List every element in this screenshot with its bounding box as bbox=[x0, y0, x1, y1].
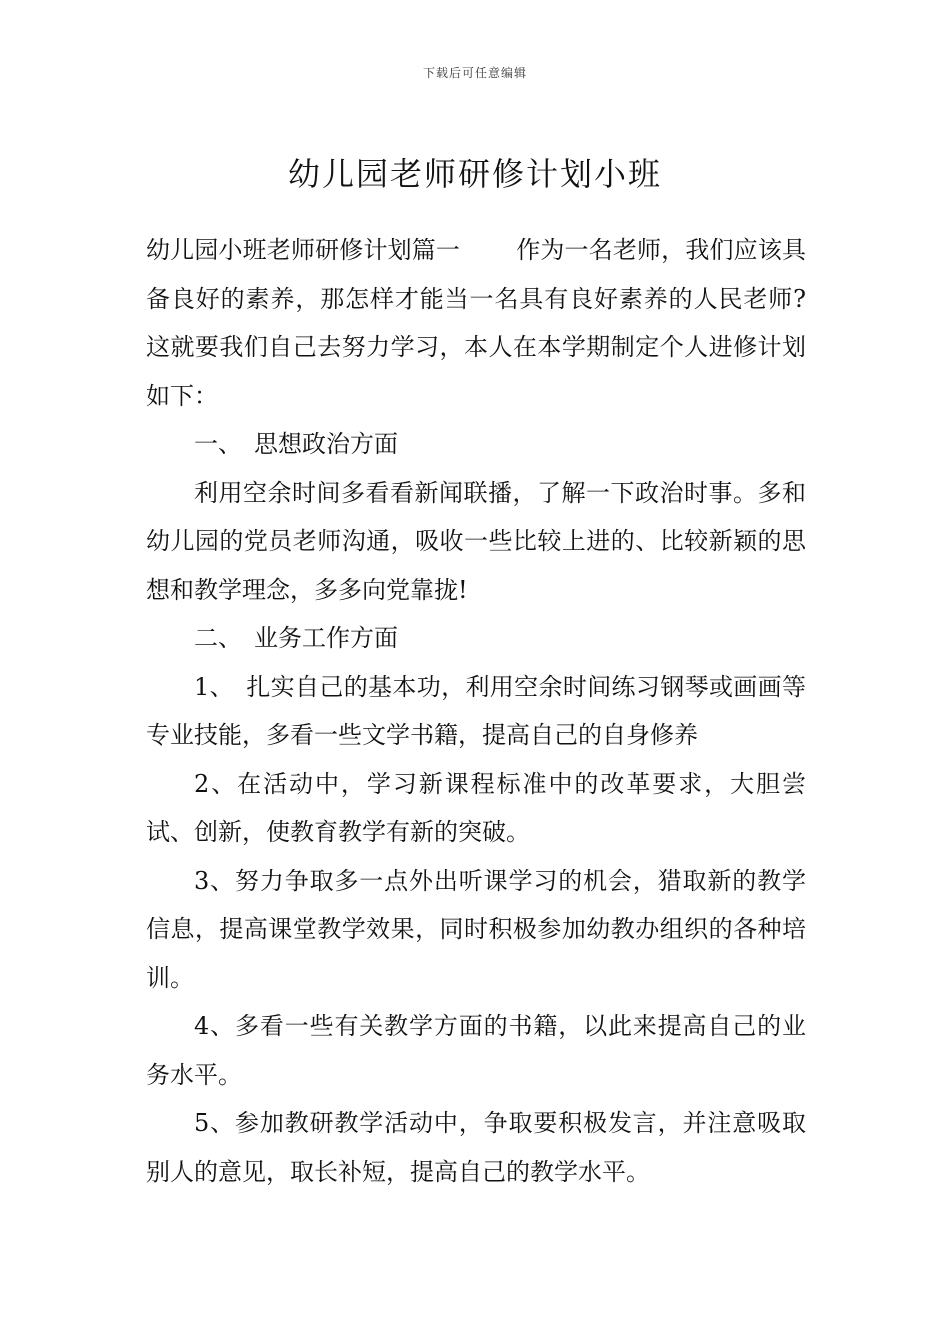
list-item-5: 5、参加教研教学活动中，争取要积极发言，并注意吸取别人的意见，取长补短，提高自己的教学水平。 bbox=[146, 1109, 806, 1186]
politics-paragraph: 利用空余时间多看看新闻联播，了解一下政治时事。多和幼儿园的党员老师沟通，吸收一些比较上进的、比较新颖的思想和教学理念，多多向党靠拢! bbox=[146, 478, 806, 604]
section-heading-politics: 一、 思想政治方面 bbox=[194, 430, 398, 458]
list-item-4: 4、多看一些有关教学方面的书籍，以此来提高自己的业务水平。 bbox=[146, 1012, 806, 1089]
document-title: 幼儿园老师研修计划小班 bbox=[287, 155, 662, 194]
section-heading-work: 二、 业务工作方面 bbox=[194, 624, 398, 652]
list-item-3: 3、努力争取多一点外出听课学习的机会，猎取新的教学信息，提高课堂教学效果，同时积极参加幼教办组织的各种培训。 bbox=[146, 866, 806, 992]
document-body bbox=[146, 226, 806, 1196]
header-note: 下载后可任意编辑 bbox=[422, 66, 527, 80]
list-item-1: 1、 扎实自己的基本功，利用空余时间练习钢琴或画画等专业技能，多看一些文学书籍，提高自己的自身修养 bbox=[146, 672, 806, 749]
intro-paragraph: 幼儿园小班老师研修计划篇一 作为一名老师，我们应该具备良好的素养，那怎样才能当一名具有良好素养的人民老师?这就要我们自己去努力学习，本人在本学期制定个人进修计划如下： bbox=[146, 236, 806, 410]
list-item-2: 2、在活动中，学习新课程标准中的改革要求，大胆尝试、创新，使教育教学有新的突破。 bbox=[146, 769, 806, 846]
